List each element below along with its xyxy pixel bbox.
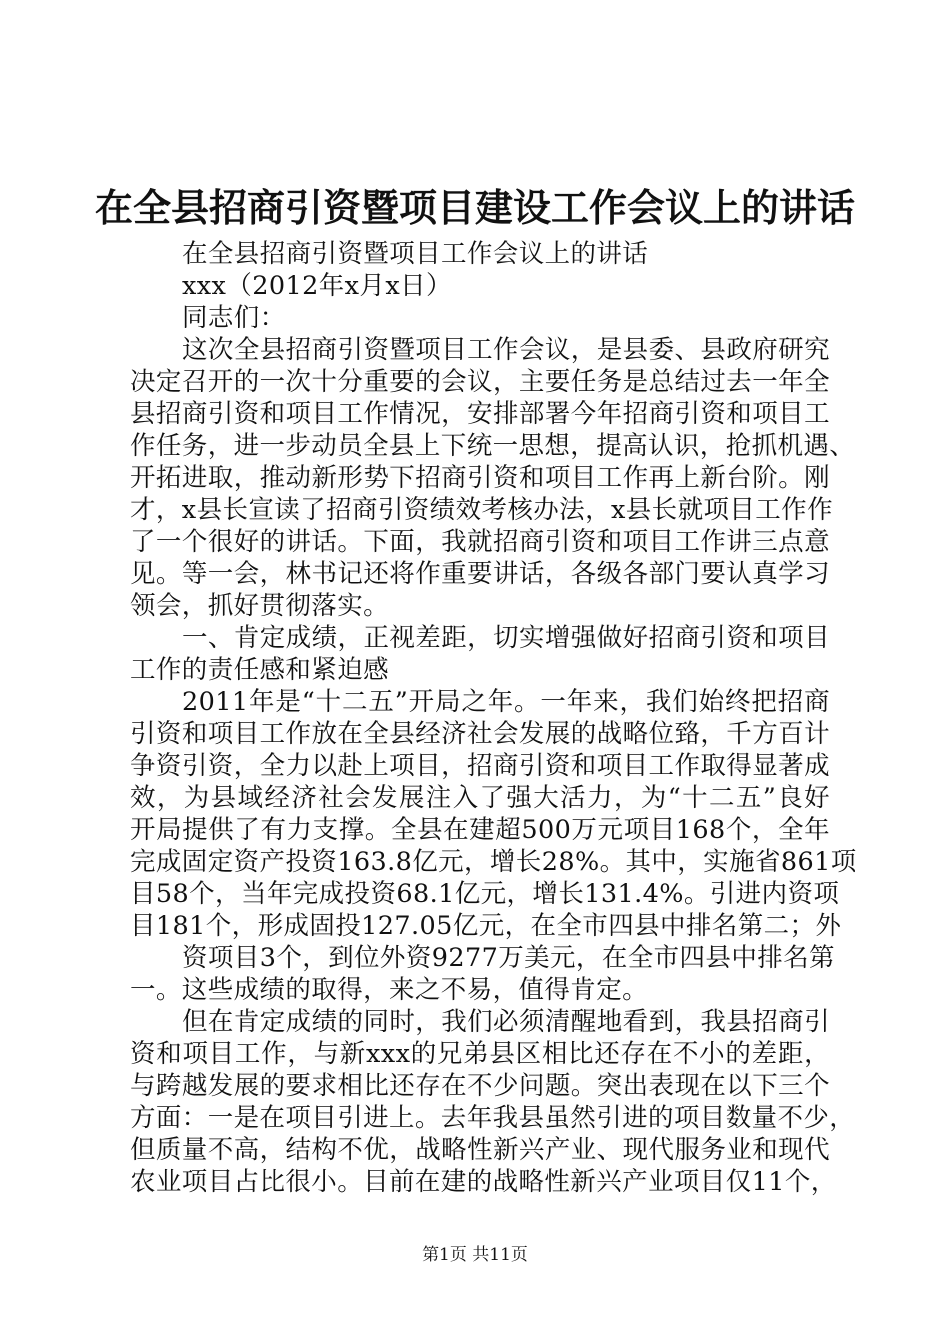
- paragraph-line: 方面：一是在项目引进上。去年我县虽然引进的项目数量不少，: [130, 1103, 856, 1133]
- paragraph-line: 目58个，当年完成投资68.1亿元，增长131.4%。引进内资项: [130, 879, 840, 909]
- paragraph-line: 完成固定资产投资163.8亿元，增长28%。其中，实施省861项: [130, 847, 857, 877]
- paragraph-line: 引资和项目工作放在全县经济社会发展的战略位臵，千方百计: [130, 719, 830, 749]
- paragraph-line: 作任务，进一步动员全县上下统一思想，提高认识，抢抓机遇、: [130, 431, 856, 461]
- paragraph-line: 效，为县域经济社会发展注入了强大活力，为“十二五”良好: [130, 783, 830, 813]
- author-date-line: xxx（2012年x月x日）: [182, 271, 452, 301]
- paragraph-line: 开局提供了有力支撑。全县在建超500万元项目168个，全年: [130, 815, 830, 845]
- section-heading-line: 工作的责任感和紧迫感: [130, 655, 390, 685]
- paragraph-line: 但在肯定成绩的同时，我们必须清醒地看到，我县招商引: [182, 1007, 830, 1037]
- paragraph-line: 与跨越发展的要求相比还存在不少问题。突出表现在以下三个: [130, 1071, 830, 1101]
- paragraph-line: 目181个，形成固投127.05亿元，在全市四县中排名第二；外: [130, 911, 842, 941]
- paragraph-line: 一。这些成绩的取得，来之不易，值得肯定。: [130, 975, 649, 1005]
- document-title: 在全县招商引资暨项目建设工作会议上的讲话: [94, 185, 855, 230]
- paragraph-line: 开拓进取，推动新形势下招商引资和项目工作再上新台阶。刚: [130, 463, 830, 493]
- paragraph-line: 2011年是“十二五”开局之年。一年来，我们始终把招商: [182, 687, 830, 717]
- document-body-part2: [130, 942, 856, 1198]
- paragraph-line: 资和项目工作，与新xxx的兄弟县区相比还存在不小的差距，: [130, 1039, 830, 1069]
- paragraph-line: 才，x县长宣读了招商引资绩效考核办法，x县长就项目工作作: [130, 495, 833, 525]
- paragraph-line: 这次全县招商引资暨项目工作会议，是县委、县政府研究: [182, 335, 830, 365]
- paragraph-line: 了一个很好的讲话。下面，我就招商引资和项目工作讲三点意: [130, 527, 830, 557]
- salutation-line: 同志们：: [182, 303, 286, 333]
- paragraph-line: 争资引资，全力以赴上项目，招商引资和项目工作取得显著成: [130, 751, 830, 781]
- paragraph-line: 决定召开的一次十分重要的会议，主要任务是总结过去一年全: [130, 367, 830, 397]
- paragraph-line: 农业项目占比很小。目前在建的战略性新兴产业项目仅11个，: [130, 1167, 837, 1197]
- subtitle-line: 在全县招商引资暨项目工作会议上的讲话: [182, 239, 649, 269]
- paragraph-line: 领会，抓好贯彻落实。: [130, 591, 390, 621]
- paragraph-line: 县招商引资和项目工作情况，安排部署今年招商引资和项目工: [130, 399, 830, 429]
- paragraph-line: 见。等一会，林书记还将作重要讲话，各级各部门要认真学习: [130, 559, 830, 589]
- paragraph-line: 但质量不高，结构不优，战略性新兴产业、现代服务业和现代: [130, 1135, 830, 1165]
- section-heading-line: 一、肯定成绩，正视差距，切实增强做好招商引资和项目: [182, 623, 830, 653]
- page-number-footer: 第1页 共11页: [422, 1245, 528, 1265]
- paragraph-line: 资项目3个，到位外资9277万美元，在全市四县中排名第: [182, 943, 835, 973]
- document-body-part1: [130, 238, 857, 942]
